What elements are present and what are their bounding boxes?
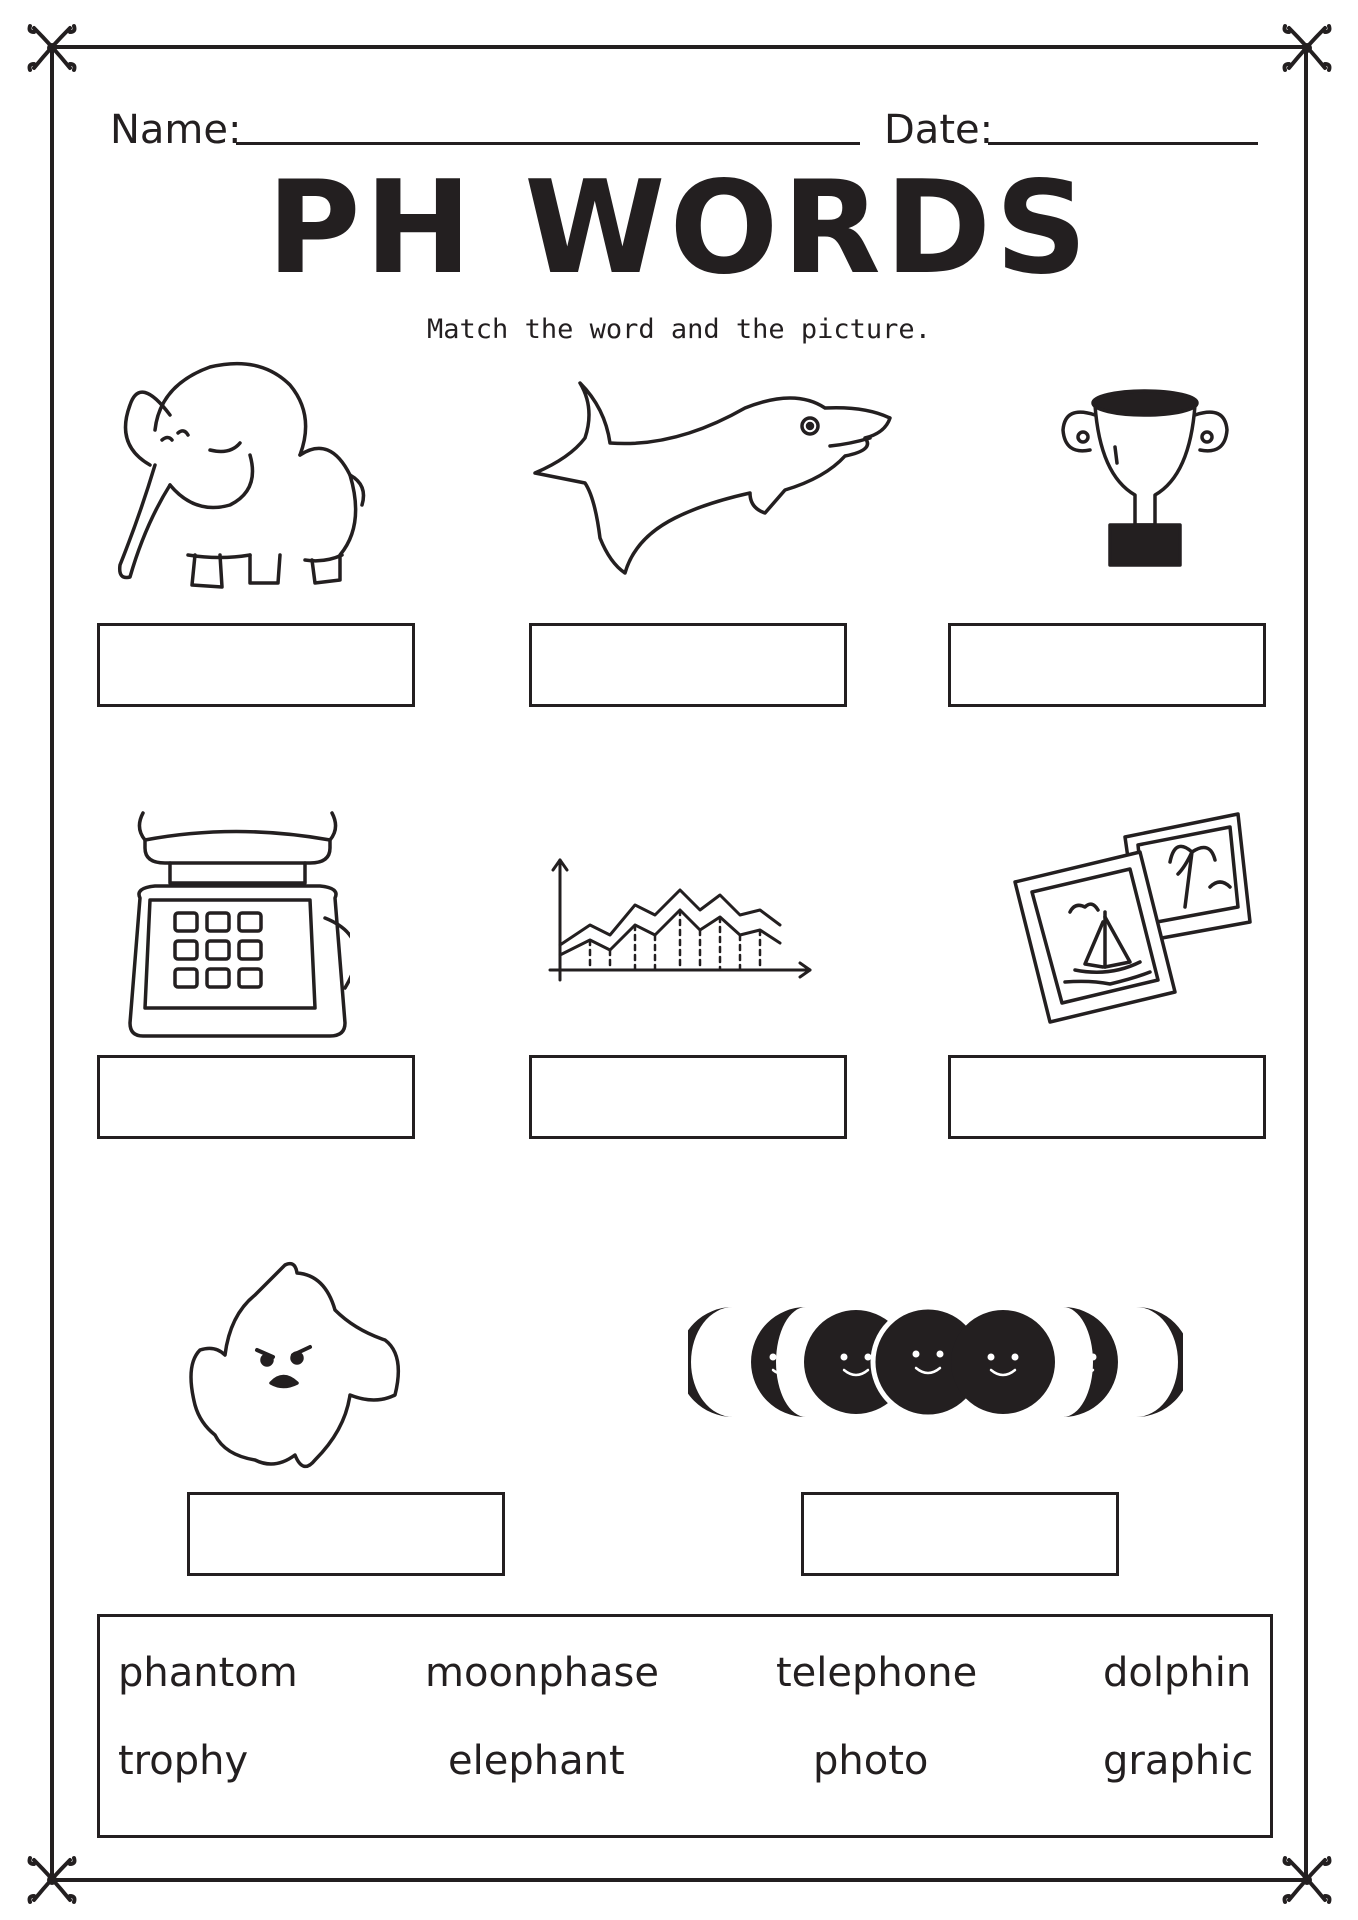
answer-box-trophy[interactable] [948, 623, 1266, 707]
word-bank [97, 1614, 1273, 1838]
answer-box-dolphin[interactable] [529, 623, 847, 707]
frame-top [52, 45, 1307, 49]
page-title: PH WORDS [266, 154, 1092, 303]
elephant-icon [100, 355, 380, 600]
instruction-text: Match the word and the picture. [427, 314, 931, 345]
word-dolphin[interactable]: dolphin [1103, 1650, 1252, 1696]
word-trophy[interactable]: trophy [118, 1738, 249, 1784]
telephone-icon [125, 808, 350, 1038]
moonphase-icon [688, 1302, 1183, 1422]
dolphin-icon [525, 378, 903, 578]
answer-box-elephant[interactable] [97, 623, 415, 707]
word-elephant[interactable]: elephant [448, 1738, 625, 1784]
phantom-ghost-icon [185, 1255, 415, 1480]
date-label: Date: [884, 107, 994, 153]
corner-ornament-icon [22, 1850, 82, 1910]
date-field[interactable] [988, 142, 1258, 145]
answer-box-moonphase[interactable] [801, 1492, 1119, 1576]
word-moonphase[interactable]: moonphase [425, 1650, 659, 1696]
answer-box-phantom[interactable] [187, 1492, 505, 1576]
frame-bottom [52, 1878, 1307, 1882]
word-photo[interactable]: photo [813, 1738, 929, 1784]
name-label: Name: [110, 107, 242, 153]
answer-box-telephone[interactable] [97, 1055, 415, 1139]
graphic-chart-icon [545, 855, 815, 985]
trophy-icon [1055, 385, 1235, 570]
word-graphic[interactable]: graphic [1103, 1738, 1254, 1784]
word-telephone[interactable]: telephone [776, 1650, 978, 1696]
word-phantom[interactable]: phantom [118, 1650, 298, 1696]
corner-ornament-icon [1277, 1850, 1337, 1910]
corner-ornament-icon [22, 18, 82, 78]
corner-ornament-icon [1277, 18, 1337, 78]
photo-icon [1010, 812, 1255, 1037]
answer-box-photo[interactable] [948, 1055, 1266, 1139]
name-field[interactable] [236, 142, 860, 145]
answer-box-graphic[interactable] [529, 1055, 847, 1139]
